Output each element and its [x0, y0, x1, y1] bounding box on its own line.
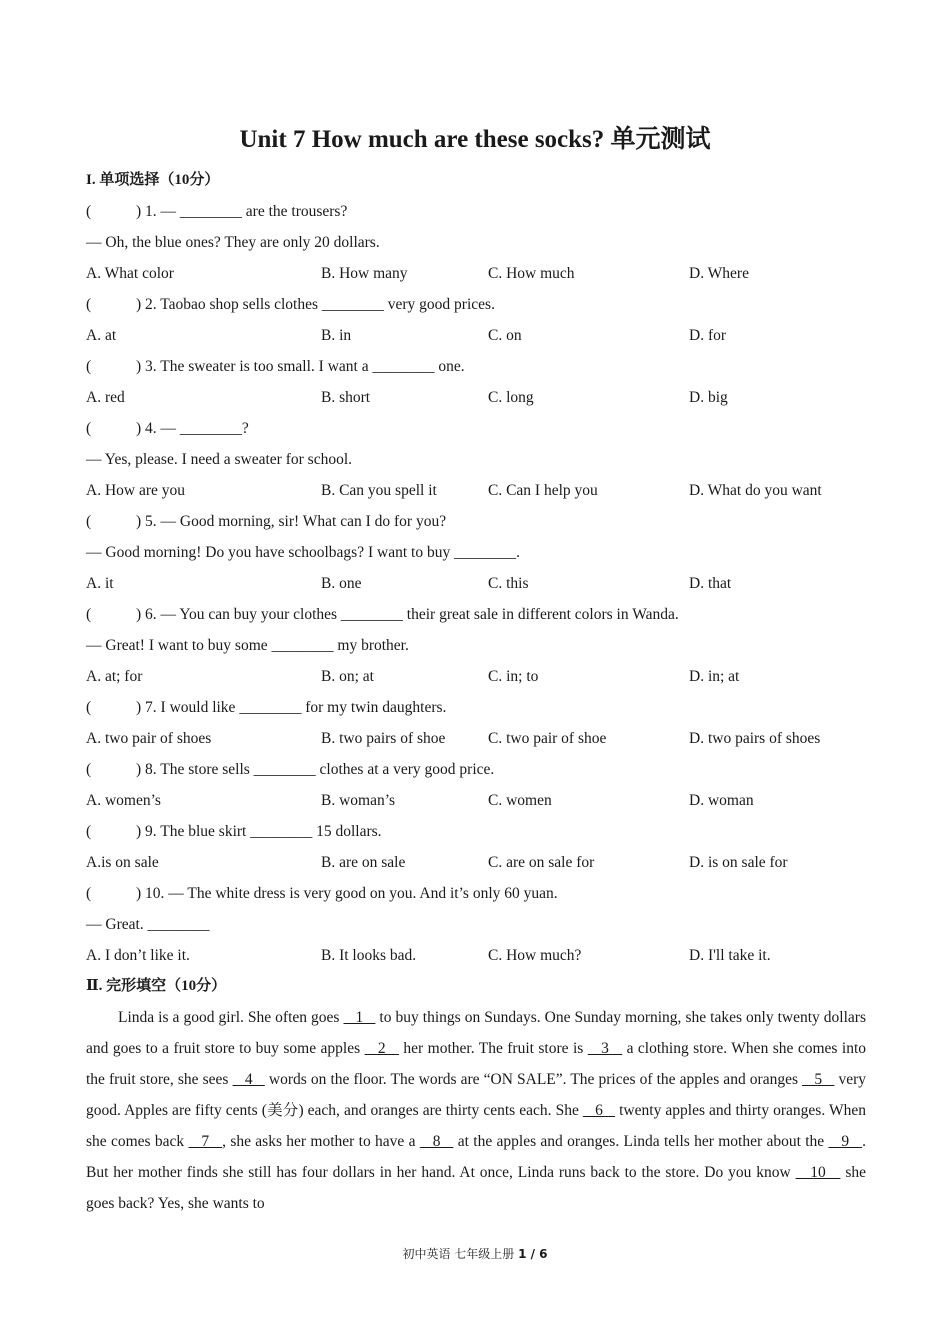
cloze-blank	[188, 1133, 222, 1150]
option-d: D. two pairs of shoes	[689, 730, 821, 747]
cloze-text: , she asks her mother to have a	[222, 1133, 420, 1150]
cloze-text: a clothing store. When she comes into the fruit store, she sees	[86, 1040, 867, 1088]
question-stem	[86, 506, 866, 537]
option-row	[86, 723, 866, 754]
question-text: ) 4. — ________?	[136, 420, 249, 437]
blank-number: 7	[188, 1133, 223, 1150]
option-d: D. in; at	[689, 668, 740, 685]
blank-number: 5	[802, 1071, 835, 1088]
cloze-blank	[828, 1133, 862, 1150]
option-c: C. are on sale for	[488, 854, 595, 871]
page-footer	[0, 1244, 950, 1264]
option-row	[86, 940, 866, 971]
option-a: A. women’s	[86, 792, 161, 809]
option-b: B. are on sale	[321, 854, 406, 871]
option-b: B. short	[321, 389, 371, 406]
cloze-text: at the apples and oranges. Linda tells her mother about the	[453, 1133, 829, 1150]
question-text: ) 5. — Good morning, sir! What can I do for you?	[136, 513, 447, 530]
option-row	[86, 475, 866, 506]
cloze-text: words on the floor. The words are “ON SALE”. The prices of the apples and oranges	[264, 1071, 803, 1088]
question-text: ) 7. I would like ________ for my twin daughters.	[136, 699, 447, 716]
answer-paren: (	[86, 358, 92, 375]
option-b: B. one	[321, 575, 362, 592]
blank-number: 10	[795, 1164, 841, 1181]
question-stem	[86, 754, 866, 785]
question-dialogue: — Yes, please. I need a sweater for school.	[86, 451, 353, 468]
option-c: C. this	[488, 575, 529, 592]
blank-number: 2	[364, 1040, 399, 1057]
document-body	[86, 165, 866, 1219]
blank-number: 4	[232, 1071, 265, 1088]
option-c: C. in; to	[488, 668, 539, 685]
option-row	[86, 382, 866, 413]
option-a: A. red	[86, 389, 125, 406]
blank-number: 8	[419, 1133, 454, 1150]
option-row	[86, 785, 866, 816]
answer-paren: (	[86, 420, 92, 437]
option-a: A. How are you	[86, 482, 186, 499]
answer-paren: (	[86, 699, 92, 716]
footer-text: 初中英语 七年级上册	[402, 1247, 519, 1261]
question-list	[86, 196, 866, 971]
answer-paren: (	[86, 513, 92, 530]
option-row	[86, 320, 866, 351]
option-c: C. Can I help you	[488, 482, 598, 499]
option-row	[86, 258, 866, 289]
option-c: C. long	[488, 389, 534, 406]
answer-paren: (	[86, 823, 92, 840]
option-b: B. two pairs of shoe	[321, 730, 446, 747]
option-b: B. Can you spell it	[321, 482, 437, 499]
option-a: A. What color	[86, 265, 174, 282]
cloze-blank	[420, 1133, 454, 1150]
cloze-text: to buy things on Sundays. One Sunday morning, she takes only twenty dollars and goes to a fruit store to buy some apples	[86, 1009, 866, 1057]
answer-paren: (	[86, 761, 92, 778]
option-a: A. I don’t like it.	[86, 947, 190, 964]
option-c: C. two pair of shoe	[488, 730, 607, 747]
section1-heading: I. 单项选择（10分）	[86, 172, 220, 188]
page-title: Unit 7 How much are these socks? 单元测试	[239, 126, 711, 153]
question-text: ) 2. Taobao shop sells clothes ________ very good prices.	[136, 296, 495, 313]
option-a: A. it	[86, 575, 114, 592]
question-text: ) 3. The sweater is too small. I want a ________ one.	[136, 358, 465, 375]
question-text: ) 6. — You can buy your clothes ________ their great sale in different colors in Wanda.	[136, 606, 679, 623]
option-a: A.is on sale	[86, 854, 159, 871]
question-stem	[86, 289, 866, 320]
option-c: C. women	[488, 792, 552, 809]
cloze-blank	[343, 1009, 375, 1026]
option-d: D. Where	[689, 265, 749, 282]
cloze-text: Linda is a good girl. She often goes	[118, 1009, 344, 1026]
option-b: B. It looks bad.	[321, 947, 417, 964]
option-a: A. at; for	[86, 668, 143, 685]
question-dialogue: — Oh, the blue ones? They are only 20 dollars.	[86, 234, 380, 251]
option-d: D. big	[689, 389, 728, 406]
cloze-blank	[588, 1040, 622, 1057]
option-c: C. How much?	[488, 947, 582, 964]
cloze-text: her mother. The fruit store is	[398, 1040, 588, 1057]
option-b: B. on; at	[321, 668, 374, 685]
cloze-blank	[802, 1071, 834, 1088]
answer-paren: (	[86, 885, 92, 902]
question-stem	[86, 878, 866, 909]
question-dialogue: — Great! I want to buy some ________ my brother.	[86, 637, 409, 654]
option-d: D. I'll take it.	[689, 947, 771, 964]
section2-heading: Ⅱ. 完形填空（10分）	[86, 978, 227, 994]
cloze-text: twenty apples and thirty oranges. When she comes back	[86, 1102, 867, 1150]
option-b: B. woman’s	[321, 792, 396, 809]
blank-number: 3	[587, 1040, 623, 1057]
question-dialogue: — Great. ________	[86, 916, 210, 933]
question-stem	[86, 816, 866, 847]
cloze-text: very good. Apples are fifty cents (美分) each, and oranges are thirty cents each. She	[86, 1071, 866, 1119]
option-c: C. on	[488, 327, 522, 344]
question-stem	[86, 196, 866, 227]
option-c: C. How much	[488, 265, 575, 282]
cloze-text: . But her mother finds she still has four dollars in her hand. At once, Linda runs back to the store. Do you know	[86, 1133, 866, 1181]
question-text: ) 9. The blue skirt ________ 15 dollars.	[136, 823, 382, 840]
answer-paren: (	[86, 606, 92, 623]
option-a: A. at	[86, 327, 117, 344]
question-stem	[86, 413, 866, 444]
question-text: ) 10. — The white dress is very good on you. And it’s only 60 yuan.	[136, 885, 558, 902]
option-d: D. that	[689, 575, 732, 592]
option-a: A. two pair of shoes	[86, 730, 212, 747]
option-row	[86, 661, 866, 692]
option-row	[86, 847, 866, 878]
option-d: D. is on sale for	[689, 854, 788, 871]
option-d: D. for	[689, 327, 727, 344]
cloze-blank	[365, 1040, 399, 1057]
option-b: B. in	[321, 327, 352, 344]
answer-paren: (	[86, 203, 92, 220]
option-b: B. How many	[321, 265, 408, 282]
question-dialogue: — Good morning! Do you have schoolbags? I want to buy ________.	[86, 544, 520, 561]
cloze-passage	[86, 1002, 866, 1219]
answer-paren: (	[86, 296, 92, 313]
question-stem	[86, 599, 866, 630]
option-row	[86, 568, 866, 599]
question-text: ) 8. The store sells ________ clothes at a very good price.	[136, 761, 495, 778]
blank-number: 1	[343, 1009, 376, 1026]
option-d: D. woman	[689, 792, 754, 809]
cloze-blank	[796, 1164, 841, 1181]
question-stem	[86, 351, 866, 382]
blank-number: 6	[582, 1102, 616, 1119]
cloze-text: she goes back? Yes, she wants to	[86, 1164, 866, 1212]
cloze-blank	[233, 1071, 265, 1088]
cloze-blank	[583, 1102, 615, 1119]
question-stem	[86, 692, 866, 723]
blank-number: 9	[828, 1133, 863, 1150]
question-text: ) 1. — ________ are the trousers?	[136, 203, 348, 220]
option-d: D. What do you want	[689, 482, 822, 499]
page-number: 1 / 6	[518, 1247, 548, 1261]
